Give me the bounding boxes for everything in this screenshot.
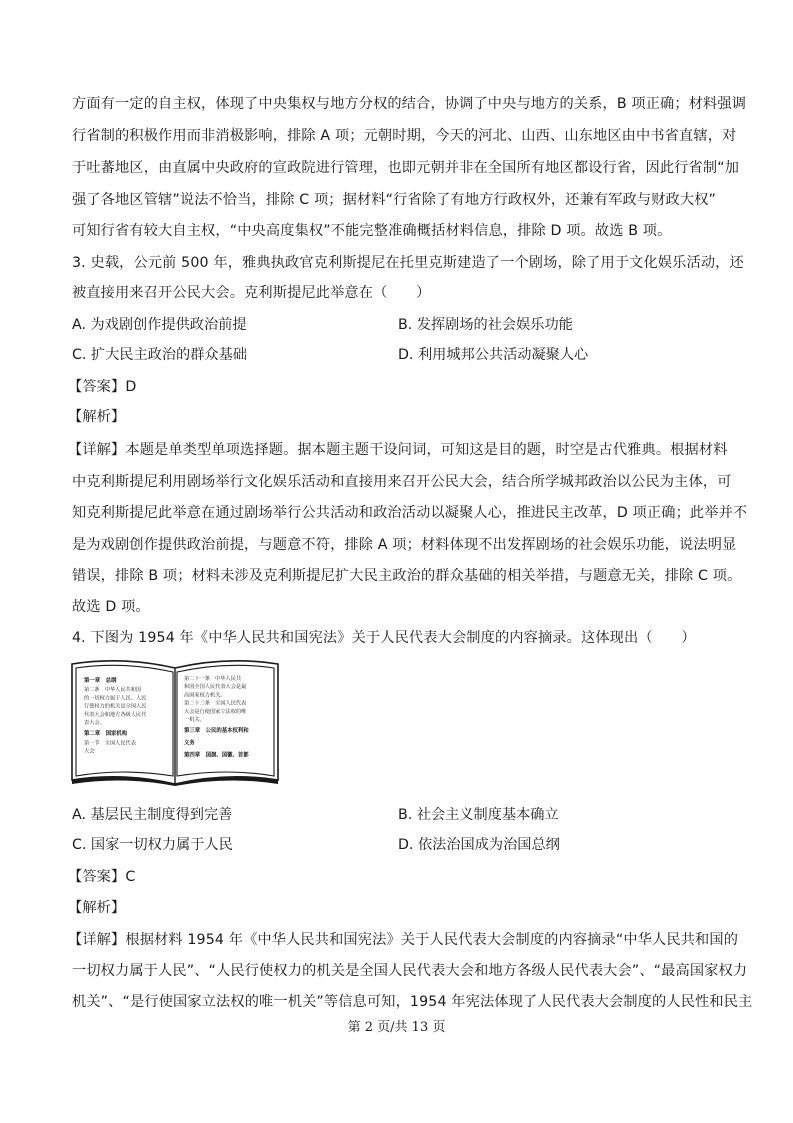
book-left-page-line: 第一节 全国人民代表 <box>84 740 136 747</box>
book-left-page-line: 行使权力的机关是全国人民 <box>84 703 147 710</box>
question-3-stem: 被直接用来召开公民大会。克利斯提尼此举意在（ ） <box>72 285 431 301</box>
book-right-page-line: 第三章 公民的基本权利和 <box>184 728 249 735</box>
book-right-page-line: 第二十二条 全国人民代表 <box>184 700 247 707</box>
page-number-footer: 第 2 页/共 13 页 <box>347 1020 446 1035</box>
q3-detail-line: 错误，排除 B 项；材料未涉及克利斯提尼扩大民主政治的群众基础的相关举措，与题意无关，排除 C 项。 <box>72 568 742 584</box>
book-left-page-line: 表大会。 <box>84 720 105 726</box>
book-right-page-line: 大会是行使国家立法权的唯 <box>184 708 247 715</box>
q3-answer: 【答案】D <box>68 379 137 395</box>
paragraph-line: 行省制的积极作用而非消极影响，排除 A 项；元朝时期，今天的河北、山西、山东地区由中书省直辖，对 <box>72 128 737 144</box>
book-right-page-line: 第二十一条 中华人民共 <box>184 676 242 682</box>
q4-option-a: A. 基层民主制度得到完善 <box>72 807 233 823</box>
q3-option-d: D. 利用城邦公共活动凝聚人心 <box>398 347 589 363</box>
q4-option-c: C. 国家一切权力属于人民 <box>72 837 233 853</box>
open-book-illustration <box>68 658 282 786</box>
book-left-page-line: 第二章 国家机构 <box>84 731 128 738</box>
q3-detail-line: 中克利斯提尼利用剧场举行文化娱乐活动和直接用来召开公民大会，结合所学城邦政治以公民为主体，可 <box>72 474 732 490</box>
paragraph-line: 方面有一定的自主权，体现了中央集权与地方分权的结合，协调了中央与地方的关系，B 项正确；材料强调 <box>72 96 747 112</box>
q3-option-b: B. 发挥剧场的社会娱乐功能 <box>398 317 573 333</box>
book-left-page-line: 大会 <box>84 748 95 755</box>
paragraph-line: 于吐蕃地区，由直属中央政府的宣政院进行管理，也即元朝并非在全国所有地区都设行省，因此行省制“加 <box>72 160 740 176</box>
q3-option-a: A. 为戏剧创作提供政治前提 <box>72 317 247 333</box>
q4-analysis-label: 【解析】 <box>68 900 126 916</box>
q4-option-b: B. 社会主义制度基本确立 <box>398 807 559 823</box>
constitution-book-image <box>68 658 282 786</box>
q4-detail-line: 机关”、“是行使国家立法权的唯一机关”等信息可知，1954 年宪法体现了人民代表大会制度的人民性和民主 <box>72 994 753 1010</box>
question-3-stem: 3. 史载，公元前 500 年，雅典执政官克利斯提尼在托里克斯建造了一个剧场，除了用于文化娱乐活动，还 <box>72 255 744 271</box>
book-left-page-line: 第二条 中华人民共和国 <box>84 687 142 694</box>
book-right-page-line: 第四章 国旗、国徽、首都 <box>184 752 249 759</box>
q4-answer: 【答案】C <box>68 869 136 885</box>
paragraph-line: 可知行省有较大自主权，“中央高度集权”不能完整准确概括材料信息，排除 D 项。故选 B 项。 <box>72 223 672 239</box>
book-left-page-line: 代表大会和地方各级人民代 <box>84 711 147 718</box>
q3-detail-line: 是为戏剧创作提供政治前提，与题意不符，排除 A 项；材料体现不出发挥剧场的社会娱乐功能，说法明显 <box>72 537 737 553</box>
book-right-page-line: 高国家权力机关。 <box>184 692 226 699</box>
q4-detail-line: 一切权力属于人民”、“人民行使权力的机关是全国人民代表大会和地方各级人民代表大会”、“最高国家权力 <box>72 963 748 979</box>
question-4-stem: 4. 下图为 1954 年《中华人民共和国宪法》关于人民代表大会制度的内容摘录。这体现出（ ） <box>72 630 696 646</box>
book-left-page-line: 第一章 总纲 <box>84 678 117 684</box>
paragraph-line: 强了各地区管辖”说法不恰当，排除 C 项；据材料“行省除了有地方行政权外，还兼有军政与财政大权” <box>72 192 717 208</box>
q4-detail-line: 【详解】根据材料 1954 年《中华人民共和国宪法》关于人民代表大会制度的内容摘录“中华人民共和国的 <box>68 932 739 948</box>
q3-option-c: C. 扩大民主政治的群众基础 <box>72 347 247 363</box>
book-right-page-line: 一机关。 <box>184 717 205 723</box>
book-right-page-line: 和国全国人民代表大会是最 <box>184 684 247 691</box>
q3-analysis-label: 【解析】 <box>68 409 126 425</box>
book-left-page-line: 的一切权力属于人民。人民 <box>84 695 147 702</box>
q3-detail-line: 知克利斯提尼此举意在通过剧场举行公共活动和政治活动以凝聚人心，推进民主改革，D 项正确；此举并不 <box>72 505 748 521</box>
q3-detail-line: 故选 D 项。 <box>72 599 150 615</box>
book-right-page-line: 义务 <box>184 740 195 747</box>
q4-option-d: D. 依法治国成为治国总纲 <box>398 837 560 853</box>
q3-detail-line: 【详解】本题是单类型单项选择题。据本题主题干设问词，可知这是目的题，时空是古代雅典。根据材料 <box>68 442 728 458</box>
